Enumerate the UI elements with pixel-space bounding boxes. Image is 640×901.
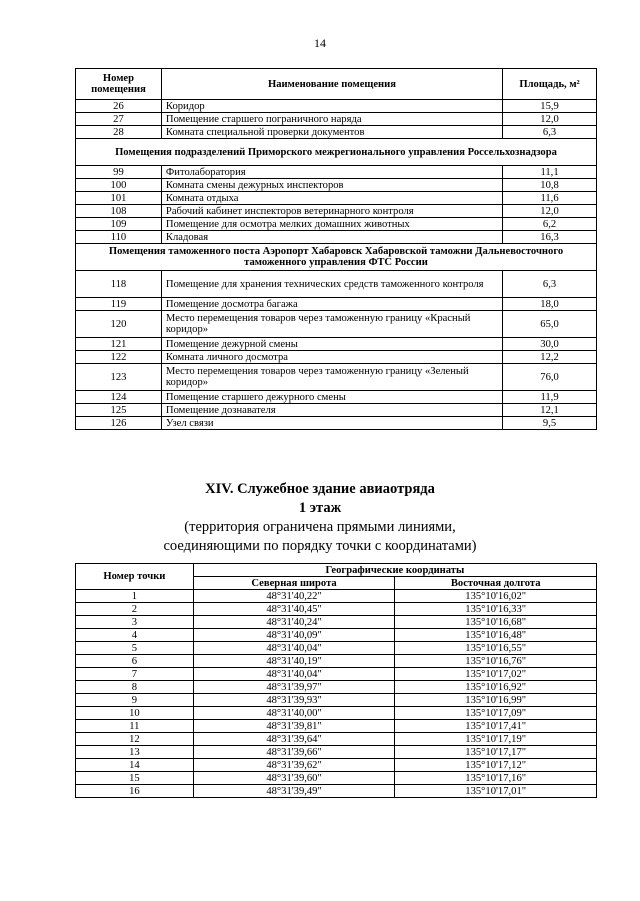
room-name: Помещение дежурной смены xyxy=(161,338,502,351)
room-area: 6,2 xyxy=(503,218,597,231)
rooms-header-row xyxy=(76,69,597,100)
header-geo-coordinates: Географические координаты xyxy=(193,564,596,577)
room-number: 28 xyxy=(76,126,162,139)
table-row xyxy=(76,311,597,338)
page-number: 14 xyxy=(314,36,326,50)
point-number: 11 xyxy=(76,720,194,733)
table-row xyxy=(76,720,597,733)
table-row xyxy=(76,391,597,404)
header-longitude: Восточная долгота xyxy=(395,577,597,590)
header-point-number: Номер точки xyxy=(76,564,194,590)
room-area: 15,9 xyxy=(503,100,597,113)
table-row xyxy=(76,218,597,231)
room-area: 9,5 xyxy=(503,417,597,430)
latitude-value: 48°31'39,49" xyxy=(193,785,395,798)
table-row xyxy=(76,655,597,668)
coordinates-table xyxy=(75,563,597,798)
longitude-value: 135°10'17,41" xyxy=(395,720,597,733)
coords-header-row xyxy=(76,564,597,577)
longitude-value: 135°10'17,17" xyxy=(395,746,597,759)
room-name: Комната смены дежурных инспекторов xyxy=(161,179,502,192)
point-number: 7 xyxy=(76,668,194,681)
header-room-area: Площадь, м² xyxy=(503,69,597,100)
floor-label: 1 этаж xyxy=(298,500,342,516)
longitude-value: 135°10'16,68" xyxy=(395,616,597,629)
longitude-value: 135°10'16,48" xyxy=(395,629,597,642)
territory-note-line2: соединяющими по порядку точки с координатами) xyxy=(163,538,477,554)
point-number: 5 xyxy=(76,642,194,655)
table-row xyxy=(76,298,597,311)
point-number: 9 xyxy=(76,694,194,707)
table-row xyxy=(76,785,597,798)
header-room-number: Номер помещения xyxy=(76,69,162,100)
room-number: 100 xyxy=(76,179,162,192)
latitude-value: 48°31'40,00" xyxy=(193,707,395,720)
table-row xyxy=(76,629,597,642)
room-number: 119 xyxy=(76,298,162,311)
room-number: 110 xyxy=(76,231,162,244)
latitude-value: 48°31'40,04" xyxy=(193,668,395,681)
latitude-value: 48°31'39,93" xyxy=(193,694,395,707)
table-row xyxy=(76,603,597,616)
room-name: Кладовая xyxy=(161,231,502,244)
table-row xyxy=(76,707,597,720)
latitude-value: 48°31'39,66" xyxy=(193,746,395,759)
latitude-value: 48°31'40,09" xyxy=(193,629,395,642)
longitude-value: 135°10'16,55" xyxy=(395,642,597,655)
longitude-value: 135°10'16,02" xyxy=(395,590,597,603)
point-number: 1 xyxy=(76,590,194,603)
point-number: 6 xyxy=(76,655,194,668)
latitude-value: 48°31'40,19" xyxy=(193,655,395,668)
room-number: 101 xyxy=(76,192,162,205)
table-row xyxy=(76,113,597,126)
point-number: 2 xyxy=(76,603,194,616)
latitude-value: 48°31'40,04" xyxy=(193,642,395,655)
room-name: Фитолаборатория xyxy=(161,166,502,179)
room-area: 12,2 xyxy=(503,351,597,364)
point-number: 16 xyxy=(76,785,194,798)
section-row xyxy=(76,139,597,166)
room-area: 76,0 xyxy=(503,364,597,391)
room-area: 18,0 xyxy=(503,298,597,311)
point-number: 13 xyxy=(76,746,194,759)
header-room-name: Наименование помещения xyxy=(161,69,502,100)
room-number: 109 xyxy=(76,218,162,231)
longitude-value: 135°10'17,02" xyxy=(395,668,597,681)
table-row xyxy=(76,746,597,759)
room-name: Место перемещения товаров через таможенную границу «Красный коридор» xyxy=(161,311,502,338)
room-name: Помещение досмотра багажа xyxy=(161,298,502,311)
table-row xyxy=(76,231,597,244)
room-number: 123 xyxy=(76,364,162,391)
table-row xyxy=(76,616,597,629)
room-number: 27 xyxy=(76,113,162,126)
longitude-value: 135°10'16,99" xyxy=(395,694,597,707)
room-name: Рабочий кабинет инспекторов ветеринарного контроля xyxy=(161,205,502,218)
room-area: 30,0 xyxy=(503,338,597,351)
table-row xyxy=(76,179,597,192)
table-row xyxy=(76,364,597,391)
table-row xyxy=(76,166,597,179)
section-heading-customs: Помещения таможенного поста Аэропорт Хабаровск Хабаровской таможни Дальневосточного таможенного управления ФТС России xyxy=(76,244,597,271)
room-name: Комната отдыха xyxy=(161,192,502,205)
section-row xyxy=(76,244,597,271)
room-name: Комната личного досмотра xyxy=(161,351,502,364)
latitude-value: 48°31'39,60" xyxy=(193,772,395,785)
longitude-value: 135°10'17,01" xyxy=(395,785,597,798)
table-row xyxy=(76,668,597,681)
room-name: Коридор xyxy=(161,100,502,113)
latitude-value: 48°31'39,62" xyxy=(193,759,395,772)
room-number: 108 xyxy=(76,205,162,218)
room-name: Комната специальной проверки документов xyxy=(161,126,502,139)
room-name: Помещение для осмотра мелких домашних животных xyxy=(161,218,502,231)
point-number: 4 xyxy=(76,629,194,642)
longitude-value: 135°10'17,19" xyxy=(395,733,597,746)
latitude-value: 48°31'40,45" xyxy=(193,603,395,616)
longitude-value: 135°10'16,92" xyxy=(395,681,597,694)
longitude-value: 135°10'16,76" xyxy=(395,655,597,668)
latitude-value: 48°31'40,24" xyxy=(193,616,395,629)
section-heading: XIV. Служебное здание авиаотряда xyxy=(205,481,435,497)
table-row xyxy=(76,417,597,430)
table-row xyxy=(76,681,597,694)
longitude-value: 135°10'17,16" xyxy=(395,772,597,785)
section-title-block xyxy=(0,480,640,556)
room-number: 124 xyxy=(76,391,162,404)
room-number: 26 xyxy=(76,100,162,113)
latitude-value: 48°31'39,97" xyxy=(193,681,395,694)
header-latitude: Северная широта xyxy=(193,577,395,590)
table-row xyxy=(76,205,597,218)
room-number: 126 xyxy=(76,417,162,430)
longitude-value: 135°10'16,33" xyxy=(395,603,597,616)
rooms-table xyxy=(75,68,597,430)
table-row xyxy=(76,642,597,655)
table-row xyxy=(76,404,597,417)
room-area: 12,0 xyxy=(503,205,597,218)
longitude-value: 135°10'17,12" xyxy=(395,759,597,772)
room-name: Помещение дознавателя xyxy=(161,404,502,417)
table-row xyxy=(76,590,597,603)
table-row xyxy=(76,694,597,707)
table-row xyxy=(76,126,597,139)
table-row xyxy=(76,271,597,298)
territory-note-line1: (территория ограничена прямыми линиями, xyxy=(184,519,456,535)
room-number: 99 xyxy=(76,166,162,179)
point-number: 15 xyxy=(76,772,194,785)
room-number: 120 xyxy=(76,311,162,338)
room-area: 6,3 xyxy=(503,126,597,139)
room-area: 11,6 xyxy=(503,192,597,205)
room-area: 10,8 xyxy=(503,179,597,192)
room-name: Место перемещения товаров через таможенную границу «Зеленый коридор» xyxy=(161,364,502,391)
table-row xyxy=(76,338,597,351)
longitude-value: 135°10'17,09" xyxy=(395,707,597,720)
room-area: 11,1 xyxy=(503,166,597,179)
room-area: 11,9 xyxy=(503,391,597,404)
room-number: 122 xyxy=(76,351,162,364)
section-heading-rosselkhoznadzor: Помещения подразделений Приморского межрегионального управления Россельхознадзора xyxy=(76,139,597,166)
room-area: 12,0 xyxy=(503,113,597,126)
room-area: 6,3 xyxy=(503,271,597,298)
room-name: Помещение старшего пограничного наряда xyxy=(161,113,502,126)
latitude-value: 48°31'39,81" xyxy=(193,720,395,733)
room-number: 118 xyxy=(76,271,162,298)
point-number: 8 xyxy=(76,681,194,694)
table-row xyxy=(76,351,597,364)
table-row xyxy=(76,100,597,113)
room-name: Помещение старшего дежурного смены xyxy=(161,391,502,404)
latitude-value: 48°31'39,64" xyxy=(193,733,395,746)
room-number: 121 xyxy=(76,338,162,351)
table-row xyxy=(76,192,597,205)
table-row xyxy=(76,772,597,785)
point-number: 3 xyxy=(76,616,194,629)
room-number: 125 xyxy=(76,404,162,417)
room-name: Узел связи xyxy=(161,417,502,430)
table-row xyxy=(76,759,597,772)
room-area: 16,3 xyxy=(503,231,597,244)
table-row xyxy=(76,733,597,746)
point-number: 14 xyxy=(76,759,194,772)
room-area: 65,0 xyxy=(503,311,597,338)
point-number: 10 xyxy=(76,707,194,720)
room-name: Помещение для хранения технических средств таможенного контроля xyxy=(161,271,502,298)
point-number: 12 xyxy=(76,733,194,746)
latitude-value: 48°31'40,22" xyxy=(193,590,395,603)
room-area: 12,1 xyxy=(503,404,597,417)
